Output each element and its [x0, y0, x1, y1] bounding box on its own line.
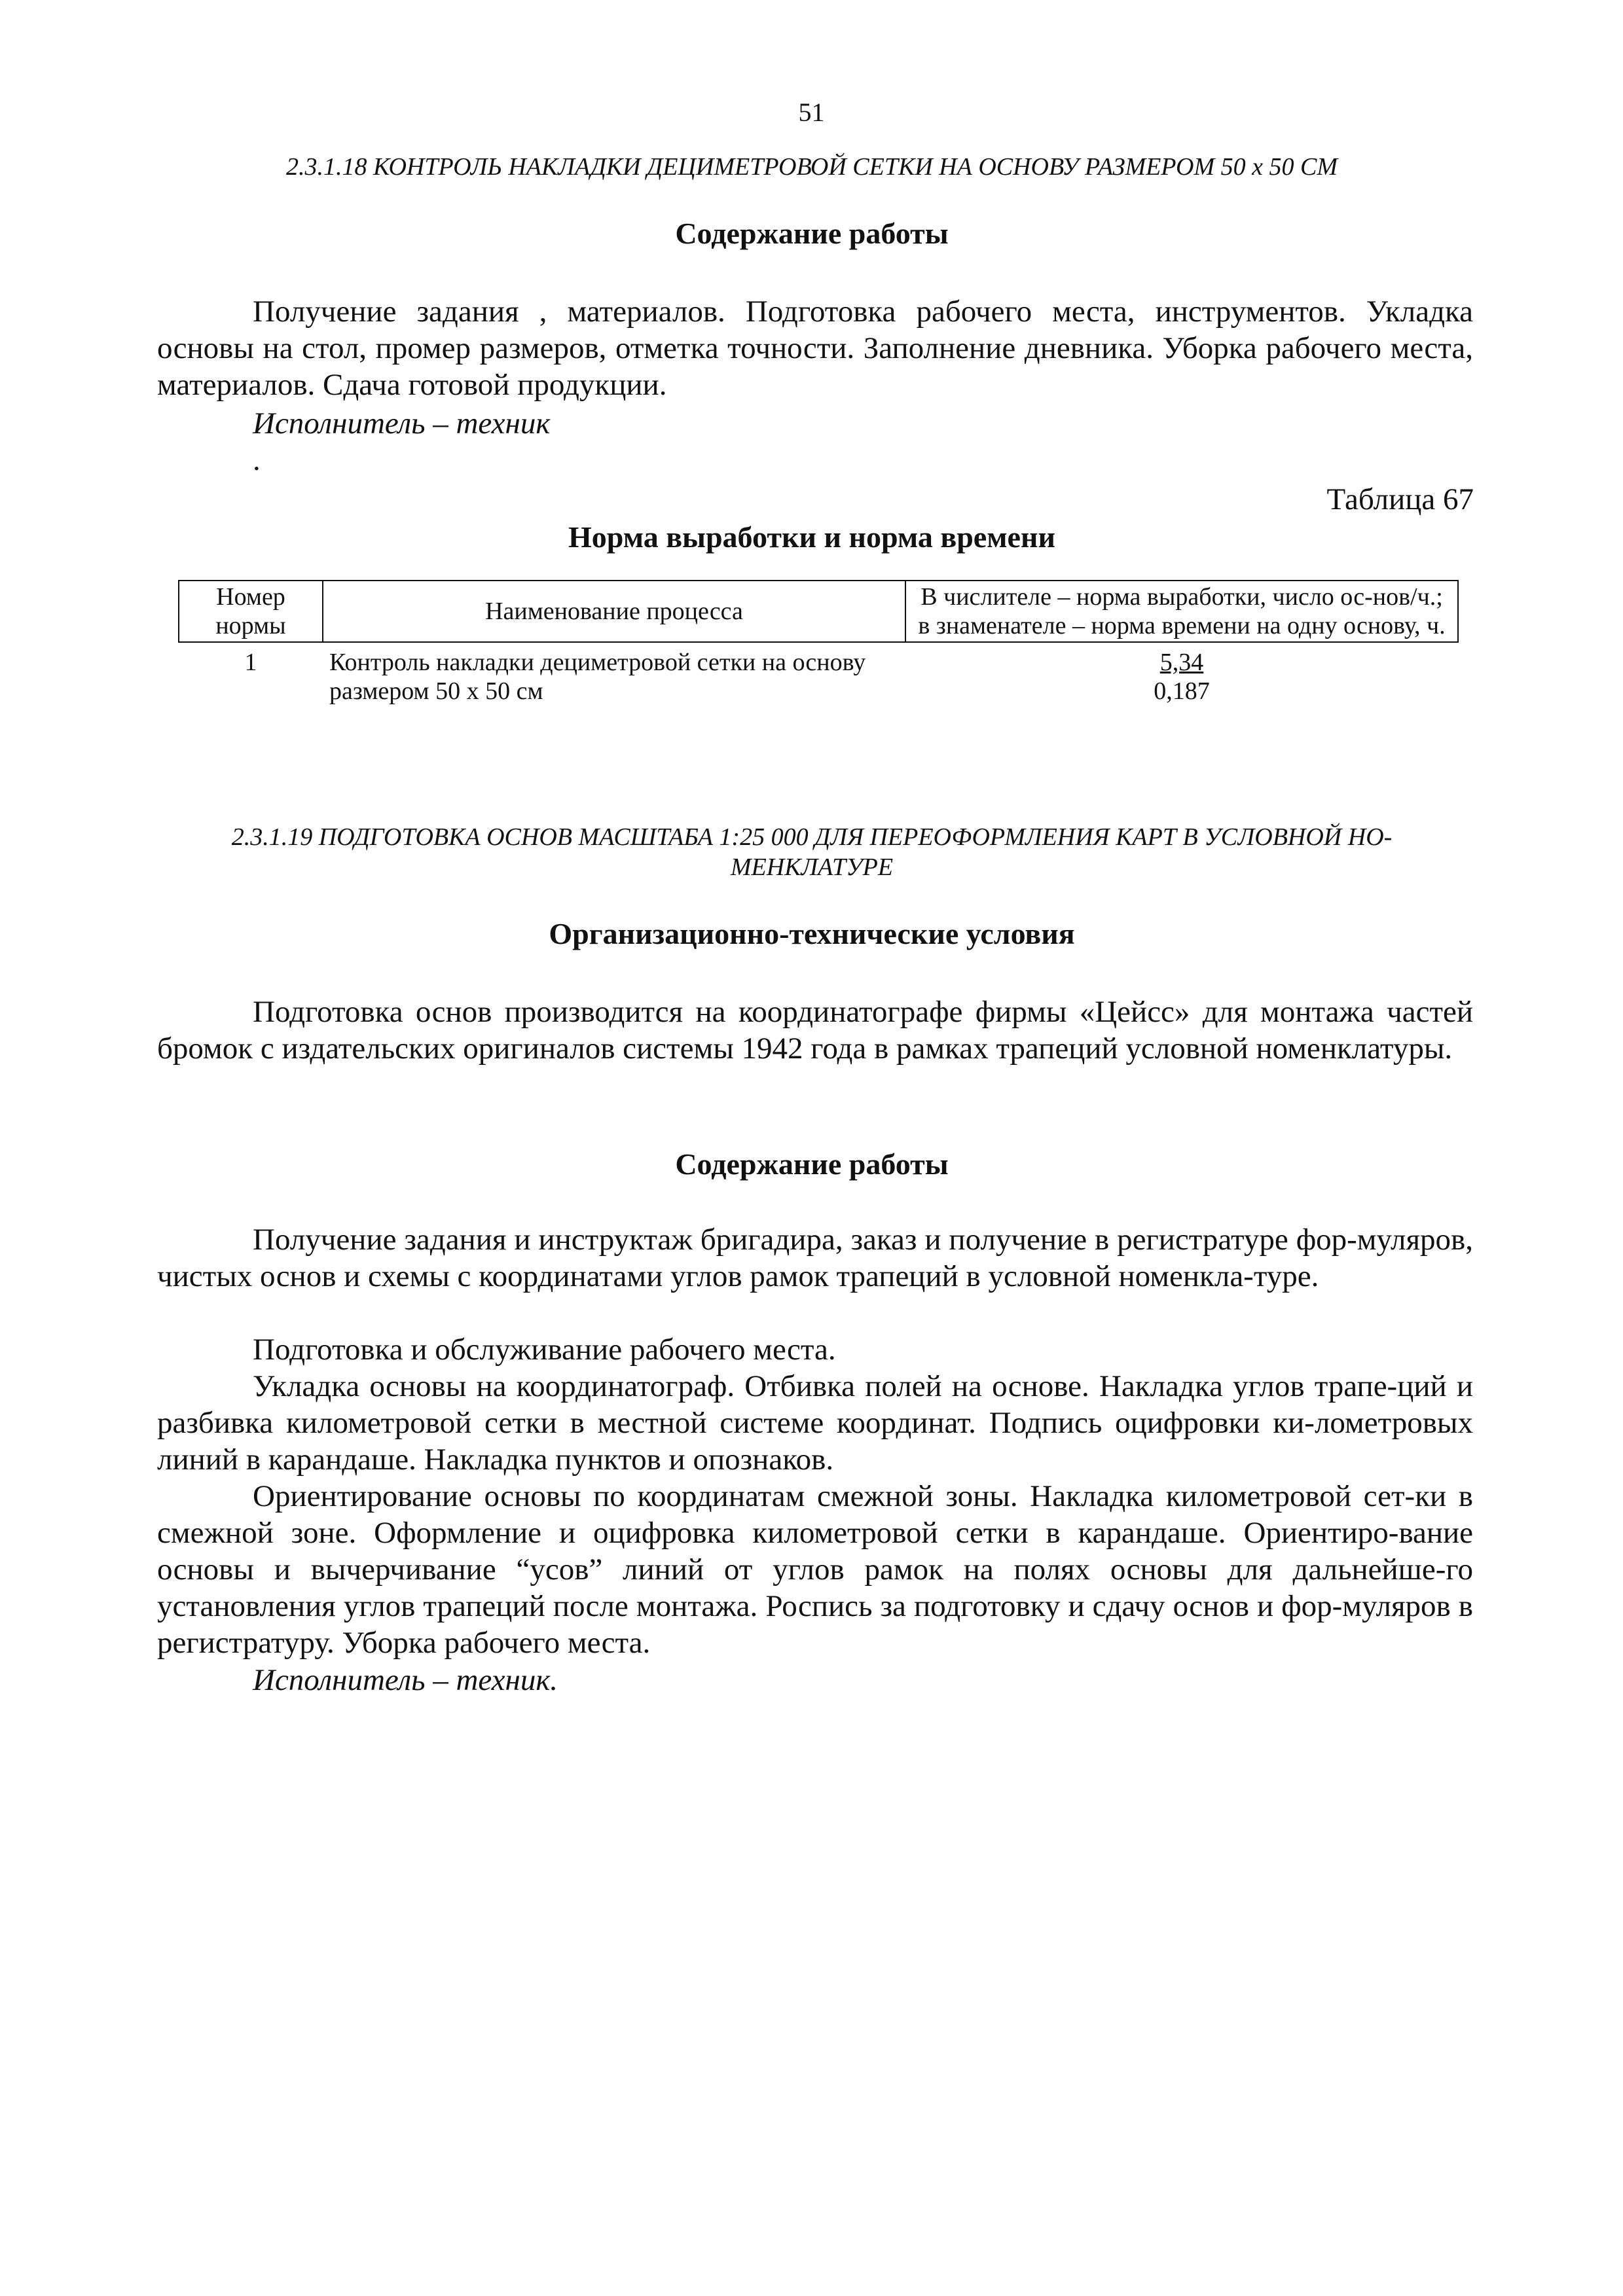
row-process: Контроль накладки дециметровой сетки на основу размером 50 х 50 см [329, 649, 866, 705]
work-paragraph-1: Получение задания и инструктаж бригадира, заказ и получение в регистратуре фор-муляров, чистых основ и схемы с координатами углов рамок трапеций в условной номенкла-туре. [157, 1223, 1473, 1293]
work-paragraph-2: Подготовка и обслуживание рабочего места. [253, 1333, 836, 1367]
work-content-title: Содержание работы [675, 217, 949, 250]
header-number: Номер нормы [179, 581, 323, 642]
work-content-title-2: Содержание работы [675, 1147, 949, 1181]
table-caption: Таблица 67 [1326, 482, 1474, 516]
page-number: 51 [798, 98, 825, 127]
executor-line-2: Исполнитель – техник. [253, 1663, 558, 1697]
header-process: Наименование процесса [323, 581, 905, 642]
executor-line: Исполнитель – техник [253, 406, 551, 440]
org-conditions-title: Организационно-технические условия [549, 917, 1075, 950]
table-row [179, 642, 1458, 706]
section-heading-2-3-1-18: 2.3.1.18 КОНТРОЛЬ НАКЛАДКИ ДЕЦИМЕТРОВОЙ СЕТКИ НА ОСНОВУ РАЗМЕРОМ 50 х 50 СМ [286, 153, 1338, 181]
norm-numerator: 5,34 [1159, 649, 1204, 676]
norm-denominator: 0,187 [1154, 677, 1210, 705]
work-paragraph-3: Укладка основы на координатограф. Отбивка полей на основе. Накладка углов трапе-ций и разбивка километровой сетки в местной системе координат. Подпись оцифровки ки-лометровых линий в карандаше. Накладка пунктов и опознаков. [157, 1369, 1473, 1477]
table-title: Норма выработки и норма времени [568, 520, 1055, 554]
table-header-row [179, 581, 1458, 642]
work-content-text: Получение задания , материалов. Подготовка рабочего места, инструментов. Укладка основы на стол, промер размеров, отметка точности. Заполнение дневника. Уборка рабочего места, материалов. Сдача готовой продукции. [157, 295, 1473, 402]
stray-dot: . [253, 443, 261, 477]
section-heading-2-3-1-19: 2.3.1.19 ПОДГОТОВКА ОСНОВ МАСШТАБА 1:25 000 ДЛЯ ПЕРЕОФОРМЛЕНИЯ КАРТ В УСЛОВНОЙ НО-МЕНКЛАТУРЕ [231, 823, 1393, 881]
norm-table [178, 580, 1459, 706]
header-norm: В числителе – норма выработки, число ос-нов/ч.; в знаменателе – норма времени на одну основу, ч. [905, 581, 1458, 642]
work-paragraph-4: Ориентирование основы по координатам смежной зоны. Накладка километровой сет-ки в смежной зоне. Оформление и оцифровка километровой сетки в карандаше. Ориентиро-вание основы и вычерчивание “усов” линий от углов рамок на полях основы для дальнейше-го установления углов трапеций после монтажа. Роспись за подготовку и сдачу основ и фор-муляров в регистратуру. Уборка рабочего места. [157, 1479, 1473, 1660]
row-norm-values [905, 642, 1458, 706]
row-number: 1 [244, 649, 257, 676]
org-conditions-text: Подготовка основ производится на координатографе фирмы «Цейсс» для монтажа частей бромок с издательских оригиналов системы 1942 года в рамках трапеций условной номенклатуры. [157, 995, 1473, 1066]
